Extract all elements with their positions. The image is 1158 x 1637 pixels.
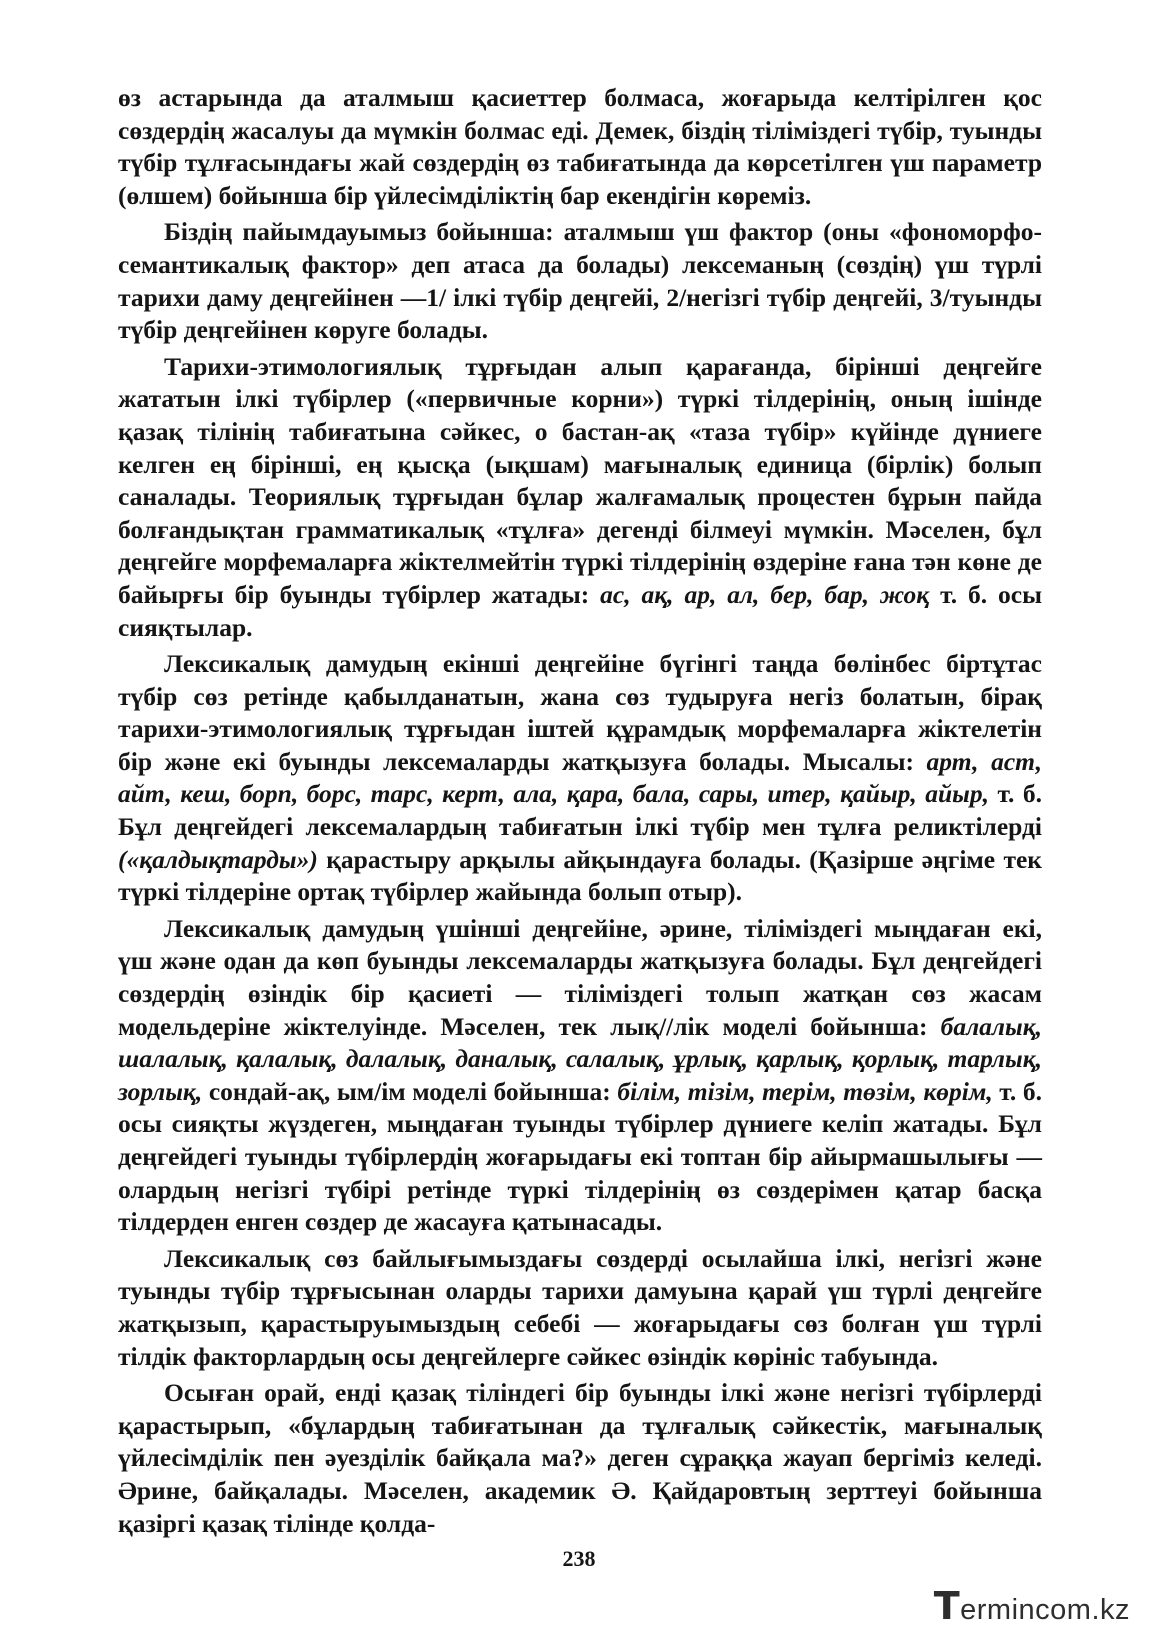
paragraph (118, 648, 1042, 909)
page-body (118, 82, 1042, 1544)
paragraph (118, 913, 1042, 1239)
paragraph-text: Осыған орай, енді қазақ тіліндегі бір буынды ілкі және негізгі түбірлерді қарастырып, «бұлардың табиғатынан да тұлғалық сәйкестік, мағыналық үйлесімділік пен әуезділік байқала ма?» деген сұраққа жауап бергіміз келеді. Әрине, байқалады. Мәселен, академик Ә. Қайдаровтың зерттеуі бойынша қазіргі қазақ тілінде қолда- (118, 1378, 1042, 1538)
paragraph (118, 82, 1042, 212)
paragraph-text: өз астарында да аталмыш қасиеттер болмаса, жоғарыда келтірілген қос сөздердің жасалуы да мүмкін болмас еді. Демек, біздің тіліміздегі түбір, туынды түбір тұлғасындағы жай сөздердің өз табиғатында да көрсетілген үш параметр (өлшем) бойынша бір үйлесімділіктің бар екендігін көреміз. (118, 83, 1042, 210)
paragraph-text: Лексикалық сөз байлығымыздағы сөздерді осылайша ілкі, негізгі және туынды түбір тұрғысынан оларды тарихи дамуына қарай үш түрлі деңгейге жатқызып, қарастыруымыздың себебі — жоғарыдағы сөз болған үш түрлі тілдік факторлардың осы деңгейлерге сәйкес өзіндік көрініс табуында. (118, 1243, 1042, 1371)
paragraph (118, 1243, 1042, 1373)
paragraph-text: Лексикалық дамудың үшінші деңгейіне, әрине, тіліміздегі мыңдаған екі, үш және одан да көп буынды лексемаларды жатқызуға болады. Бұл деңгейдегі сөздердің өзіндік бір қасиеті — тіліміздегі толып жатқан сөз жасам модельдеріне жіктелуінде. Мәселен, тек лық//лік моделі бойынша: (118, 913, 1042, 1041)
italic-example-words: балалық, шалалық, қалалық, далалық, даналық, салалық, ұрлық, қарлық, қорлық, тарлық, зорлық, (118, 1011, 1042, 1106)
paragraph-text: т. б. осы сияқтылар. (118, 579, 1042, 642)
paragraph-text: т. б. осы сияқты жүздеген, мыңдаған туынды түбірлер дүниеге келіп жатады. Бұл деңгейдегі туынды түбірлердің жоғарыдағы екі топтан бір айырмашылығы — олардың негізгі түбірі ретінде түркі тілдерінің өз сөздерімен қатар басқа тілдерден енген сөздер де жасауға қатынасады. (118, 1076, 1043, 1237)
watermark-initial: T (933, 1584, 961, 1628)
italic-example-words: («қалдықтарды») (118, 844, 318, 874)
paragraph (118, 216, 1042, 346)
watermark-text: ermincom.kz (960, 1594, 1130, 1626)
paragraph (118, 351, 1042, 644)
italic-example-words: білім, тізім, терім, төзім, көрім, (617, 1076, 993, 1106)
italic-example-words: ас, ақ, ар, ал, бер, бар, жоқ (600, 579, 930, 609)
paragraph-text: қарастыру арқылы айқындауға болады. (Қазірше әңгіме тек түркі тілдеріне ортақ түбірлер жайында болып отыр). (118, 844, 1042, 907)
paragraph-text: сондай-ақ, ым/ім моделі бойынша: (202, 1076, 618, 1106)
paragraph-text: т. б. Бұл деңгейдегі лексемалардың табиғатын ілкі түбір мен тұлға реликтілерді (118, 779, 1042, 842)
paragraph (118, 1377, 1042, 1540)
paragraph-text: Тарихи-этимологиялық тұрғыдан алып қарағанда, бірінші деңгейге жататын ілкі түбірлер («первичные корни») түркі тілдерінің, оның ішінде қазақ тілінің табиғатына сәйкес, о бастан-ақ «таза түбір» күйінде дүниеге келген ең бірінші, ең қысқа (ықшам) мағыналық единица (бірлік) болып саналады. Теориялық тұрғыдан бұлар жалғамалық процестен бұрын пайда болғандықтан грамматикалық «тұлға» дегенді білмеуі мүмкін. Мәселен, бұл деңгейге морфемаларға жіктелмейтін түркі тілдерінің өздеріне ғана тән көне де байырғы бір буынды түбірлер жатады: (118, 351, 1042, 609)
paragraph-text: Лексикалық дамудың екінші деңгейіне бүгінгі таңда бөлінбес біртұтас түбір сөз ретінде қабылданатын, жана сөз тудыруға негіз болатын, бірақ тарихи-этимологиялық тұрғыдан іштей құрамдық морфемаларға жіктелетін бір және екі буынды лексемаларды жатқызуға болады. Мысалы: (118, 649, 1042, 776)
watermark-logo[interactable] (934, 1584, 1130, 1628)
italic-example-words: арт, аст, айт, кеш, борп, борс, тарс, керт, ала, қара, бала, сары, итер, қайыр, айыр, (118, 746, 1042, 809)
paragraph-text: Біздің пайымдауымыз бойынша: аталмыш үш фактор (оны «фономорфо-семантикалық фактор» деп атаса да болады) лексеманың (сөздің) үш түрлі тарихи даму деңгейінен —1/ ілкі түбір деңгейі, 2/негізгі түбір деңгейі, 3/туынды түбір деңгейінен көруге болады. (118, 217, 1042, 345)
page-number: 238 (562, 1546, 596, 1571)
